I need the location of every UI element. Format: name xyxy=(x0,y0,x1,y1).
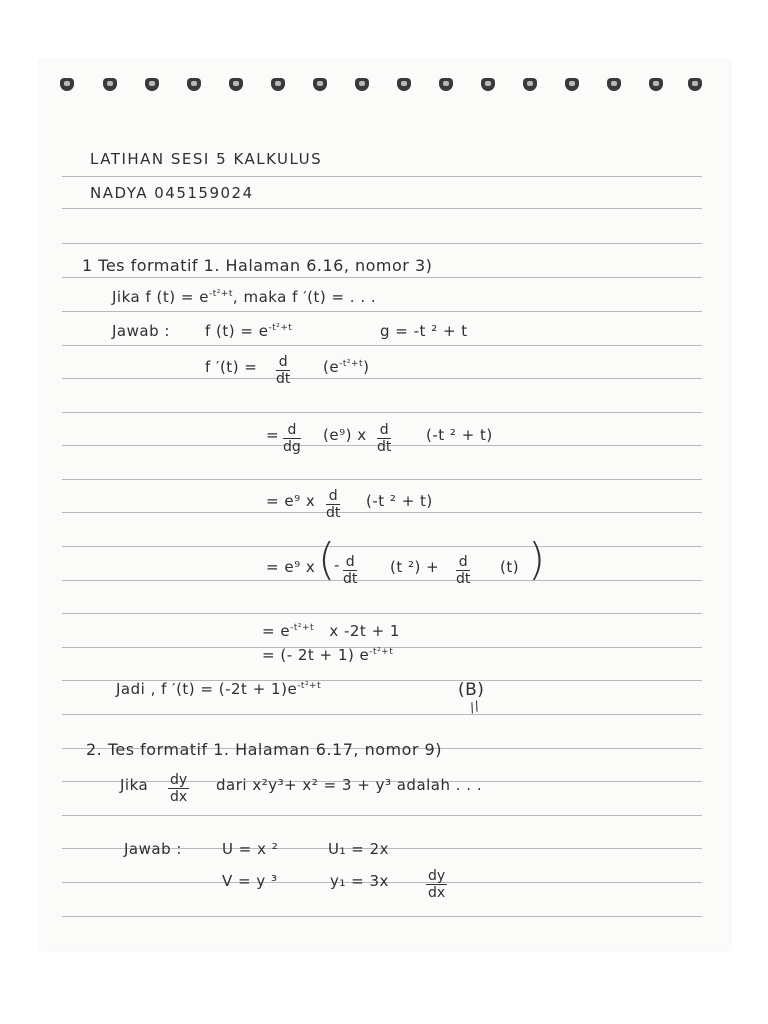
spiral-binding xyxy=(40,72,730,102)
spiral-ring-icon xyxy=(565,78,579,91)
spiral-ring-icon xyxy=(688,78,702,91)
step-5-dt-second xyxy=(456,554,470,588)
step-5-t: (t) xyxy=(500,558,520,576)
ruled-line xyxy=(62,311,702,312)
problem-2-heading: 2. Tes formatif 1. Halaman 6.17, nomor 9) xyxy=(86,740,442,759)
spiral-ring-icon xyxy=(607,78,621,91)
numerator: d xyxy=(456,554,470,571)
step-6-rest: x -2t + 1 xyxy=(329,622,400,640)
exponent: -t²+t xyxy=(369,647,394,657)
step-4-dt xyxy=(326,488,340,522)
problem-2-equation: dari x²y³+ x² = 3 + y³ adalah . . . xyxy=(216,776,483,794)
step-5-t-squared: (t ²) + xyxy=(390,558,440,576)
step-4-inner: (-t ² + t) xyxy=(366,492,433,510)
denominator: dt xyxy=(343,571,358,587)
ruled-line xyxy=(62,479,702,480)
conclusion-text: Jadi , f ′(t) = (-2t + 1)e xyxy=(116,680,298,698)
ruled-line xyxy=(62,613,702,614)
problem-1-heading: 1 Tes formatif 1. Halaman 6.16, nomor 3) xyxy=(82,256,433,275)
denominator: dt xyxy=(456,571,471,587)
denominator: dt xyxy=(377,439,392,455)
spiral-ring-icon xyxy=(355,78,369,91)
exponent: -t²+t xyxy=(208,289,233,299)
v-derivative-dy-dx xyxy=(426,868,447,902)
numerator: d xyxy=(276,354,290,371)
ruled-line xyxy=(62,512,702,513)
ruled-line xyxy=(62,714,702,715)
chain-rule-dg xyxy=(283,422,301,456)
step-7-base: = (- 2t + 1) e xyxy=(262,646,370,664)
spiral-ring-icon xyxy=(103,78,117,91)
v-definition: V = y ³ xyxy=(222,872,278,890)
conclusion xyxy=(116,680,321,698)
problem-1-question xyxy=(112,288,376,306)
ruled-line xyxy=(62,412,702,413)
u-derivative: U₁ = 2x xyxy=(328,840,390,858)
denominator: dg xyxy=(283,439,301,455)
exponent: -t²+t xyxy=(297,681,322,691)
ruled-line xyxy=(62,815,702,816)
chain-rule-inner: (-t ² + t) xyxy=(426,426,493,444)
worksheet-title: LATIHAN SESI 5 KALKULUS xyxy=(90,150,323,168)
spiral-ring-icon xyxy=(313,78,327,91)
numerator: d xyxy=(283,422,301,439)
spiral-ring-icon xyxy=(649,78,663,91)
exponent: -t²+t xyxy=(339,359,364,369)
answer-choice: (B) xyxy=(458,680,485,700)
equals-sign: = xyxy=(266,426,280,444)
denominator: dt xyxy=(326,505,341,521)
left-paren: ( xyxy=(318,534,336,585)
v-derivative: y₁ = 3x xyxy=(330,872,389,890)
minus-sign: - xyxy=(334,556,340,574)
answer-label: Jawab : xyxy=(112,322,170,340)
step-5-lhs: = e⁹ x xyxy=(266,558,316,576)
function-definition xyxy=(205,322,292,340)
numerator: d xyxy=(343,554,357,571)
problem-2-answer-label: Jawab : xyxy=(124,840,182,858)
u-definition: U = x ² xyxy=(222,840,279,858)
rhs-base: (e xyxy=(323,358,340,376)
denominator: dt xyxy=(276,371,291,387)
step-4-lhs: = e⁹ x xyxy=(266,492,316,510)
problem-2-jika: Jika xyxy=(120,776,149,794)
exponent: -t²+t xyxy=(290,623,315,633)
numerator: d xyxy=(377,422,391,439)
spiral-ring-icon xyxy=(60,78,74,91)
ruled-line xyxy=(62,546,702,547)
derivative-rhs xyxy=(323,358,369,376)
ruled-line xyxy=(62,378,702,379)
function-base: f (t) = e xyxy=(205,322,269,340)
notebook-page xyxy=(40,60,730,950)
spiral-ring-icon xyxy=(397,78,411,91)
step-6-base: = e xyxy=(262,622,291,640)
derivative-lhs: f ′(t) = xyxy=(205,358,258,376)
spiral-ring-icon xyxy=(439,78,453,91)
check-mark-icon: // xyxy=(467,698,483,717)
student-name-id: NADYA 045159024 xyxy=(90,184,254,202)
spiral-ring-icon xyxy=(271,78,285,91)
numerator: dy xyxy=(170,772,188,788)
spiral-ring-icon xyxy=(229,78,243,91)
step-6 xyxy=(262,622,400,640)
spiral-ring-icon xyxy=(145,78,159,91)
numerator: d xyxy=(326,488,340,505)
ruled-line xyxy=(62,277,702,278)
numerator: dy xyxy=(428,868,446,884)
denominator: dx xyxy=(428,885,446,901)
spiral-ring-icon xyxy=(187,78,201,91)
ruled-line xyxy=(62,208,702,209)
ruled-line xyxy=(62,176,702,177)
spiral-ring-icon xyxy=(523,78,537,91)
right-paren: ) xyxy=(528,534,546,585)
derivative-operator xyxy=(276,354,290,388)
substitution-g: g = -t ² + t xyxy=(380,322,468,340)
question-prefix: Jika f (t) = e xyxy=(112,288,209,306)
step-5-dt-first xyxy=(343,554,357,588)
denominator: dx xyxy=(170,789,188,805)
exponent: -t²+t xyxy=(268,323,293,333)
spiral-ring-icon xyxy=(481,78,495,91)
chain-rule-middle: (e⁹) x xyxy=(323,426,367,444)
question-suffix: , maka f ′(t) = . . . xyxy=(232,288,377,306)
ruled-line xyxy=(62,916,702,917)
ruled-line xyxy=(62,243,702,244)
dy-dx-fraction xyxy=(168,772,189,806)
ruled-line xyxy=(62,345,702,346)
step-7 xyxy=(262,646,393,664)
rhs-close: ) xyxy=(363,358,370,376)
chain-rule-dt xyxy=(377,422,391,456)
ruled-line xyxy=(62,580,702,581)
